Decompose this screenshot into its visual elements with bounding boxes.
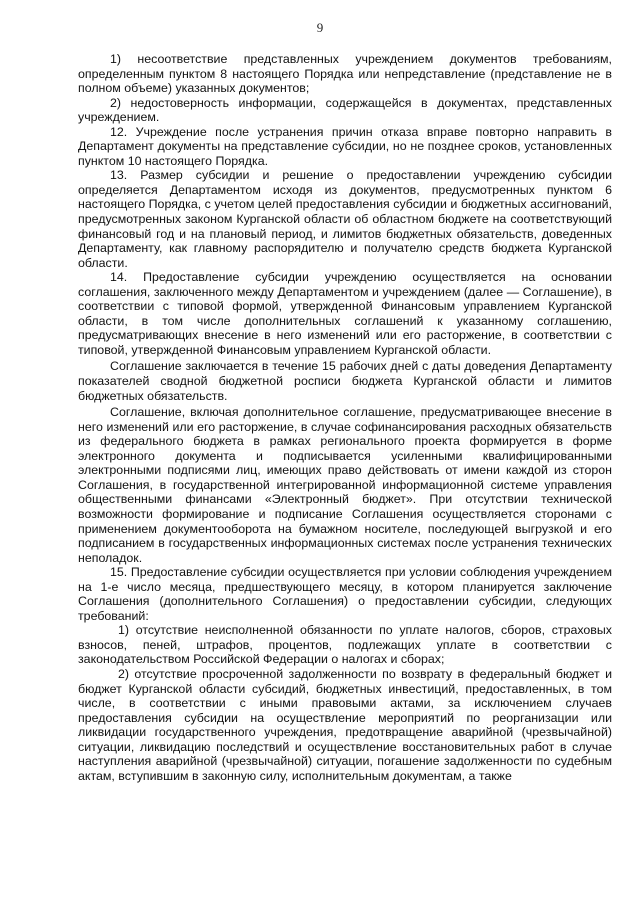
paragraph-13: 13. Размер субсидии и решение о предоставлении учреждению субсидии определяется Департаментом исходя из документов, предусмотренных пунктом 6 настоящего Порядка, с учетом целей предоставления субсидии и бюджетных ассигнований, предусмотренных законом Курганской области об областном бюджете на соответствующий финансовый год и на плановый период, и лимитов бюджетных обязательств, доведенных Департаменту, как главному распорядителю и получателю средств бюджета Курганской области. (78, 168, 612, 270)
document-body (78, 52, 612, 783)
paragraph-14-term: Соглашение заключается в течение 15 рабочих дней с даты доведения Департаменту показателей сводной бюджетной росписи бюджета Курганской области и лимитов бюджетных обязательств. (78, 359, 612, 403)
paragraph-11-1: 1) несоответствие представленных учреждением документов требованиям, определенным пунктом 8 настоящего Порядка или непредставление (представление не в полном объеме) указанных документов; (78, 52, 612, 96)
paragraph-15: 15. Предоставление субсидии осуществляется при условии соблюдения учреждением на 1-е число месяца, предшествующего месяцу, в котором планируется заключение Соглашения (дополнительного Соглашения) о предоставлении субсидии, следующих требований: (78, 565, 612, 623)
paragraph-12: 12. Учреждение после устранения причин отказа вправе повторно направить в Департамент документы на представление субсидии, но не позднее сроков, установленных пунктом 10 настоящего Порядка. (78, 124, 612, 168)
paragraph-15-1: 1) отсутствие неисполненной обязанности по уплате налогов, сборов, страховых взносов, пеней, штрафов, процентов, подлежащих уплате в соответствии с законодательством Российской Федерации о налогах и сборах; (78, 623, 612, 667)
page-number: 9 (316, 20, 324, 35)
paragraph-11-2: 2) недостоверность информации, содержащейся в документах, представленных учреждением. (78, 95, 612, 125)
paragraph-14: 14. Предоставление субсидии учреждению осуществляется на основании соглашения, заключенного между Департаментом и учреждением (далее — Соглашение), в соответствии с типовой формой, утвержденной Финансовым управлением Курганской области, в том числе дополнительных соглашений к указанному соглашению, предусматривающих внесение в него изменений или его расторжение, в соответствии с типовой, утвержденной Финансовым управлением Курганской области. (78, 270, 612, 357)
paragraph-15-2: 2) отсутствие просроченной задолженности по возврату в федеральный бюджет и бюджет Курганской области субсидий, бюджетных инвестиций, предоставленных, в том числе, в соответствии с иными правовыми актами, за исключением случаев предоставления субсидии на осуществление мероприятий по реорганизации или ликвидации государственного учреждения, предотвращение аварийной (чрезвычайной) ситуации, ликвидацию последствий и осуществление восстановительных работ в случае наступления аварийной (чрезвычайной) ситуации, погашение задолженности по судебным актам, вступившим в законную силу, исполнительным документам, а также (78, 666, 612, 783)
paragraph-14-electronic: Соглашение, включая дополнительное соглашение, предусматривающее внесение в него изменений или его расторжение, в случае софинансирования расходных обязательств из федерального бюджета в рамках регионального проекта формируется в форме электронного документа и подписывается усиленными квалифицированными электронными подписями лиц, имеющих право действовать от имени каждой из сторон Соглашения, в государственной интегрированной информационной системе управления общественными финансами «Электронный бюджет». При отсутствии технической возможности формирование и подписание Соглашения осуществляется сторонами с применением документооборота на бумажном носителе, последующей выгрузкой и его подписанием в государственных информационных системах после устранения технических неполадок. (78, 405, 612, 565)
